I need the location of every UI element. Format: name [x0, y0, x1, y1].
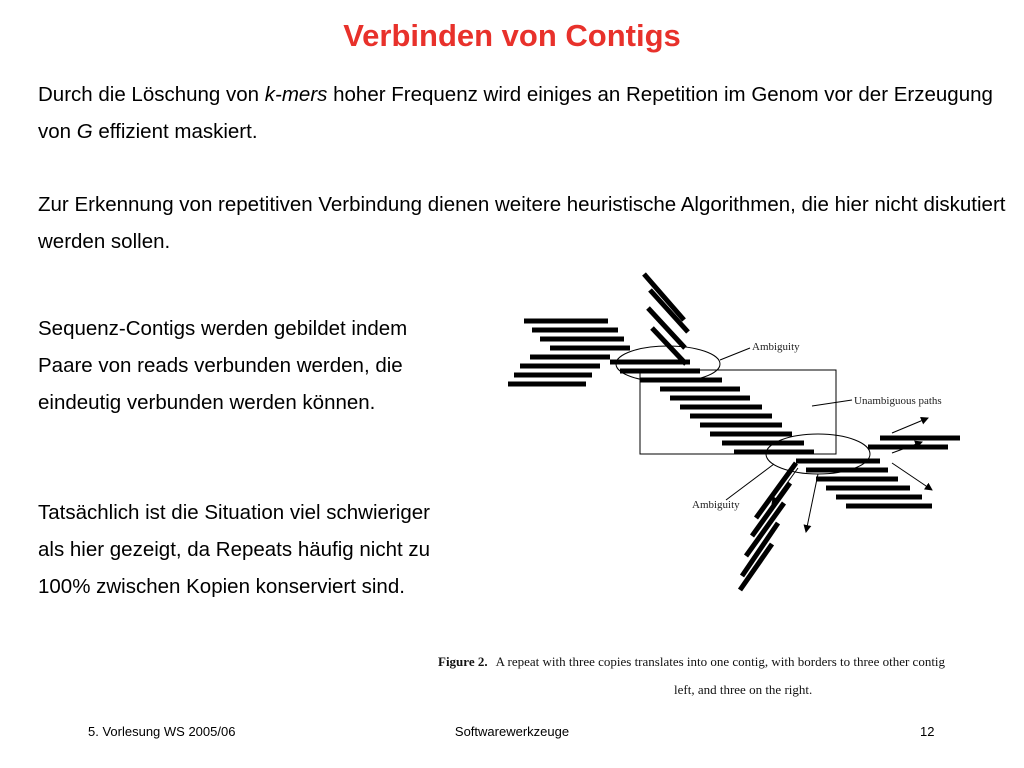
- unambiguous-paths-label: Unambiguous paths: [854, 395, 942, 407]
- paragraph-kmers: [38, 76, 998, 150]
- caption-figure-label: Figure 2.: [438, 654, 488, 669]
- unambiguous-arrow-1: [892, 418, 928, 433]
- paragraph-kmers-part1: Durch die Löschung von: [38, 83, 265, 106]
- right-reads: [796, 438, 960, 506]
- unambiguous-arrow-4: [806, 474, 818, 532]
- left-reads: [508, 321, 630, 384]
- repeat-contig-figure: [500, 268, 980, 608]
- graph-g-term: G: [76, 120, 93, 143]
- caption-text-1: A repeat with three copies translates into one contig, with borders to three other contig: [495, 654, 946, 669]
- caption-line-2: left, and three on the right.: [674, 682, 813, 697]
- footer-lecture: 5. Vorlesung WS 2005/06: [88, 724, 236, 739]
- paragraph-repeats: Tatsächlich ist die Situation viel schwieriger als hier gezeigt, da Repeats häufig nicht zu 100% zwischen Kopien konserviert sind.: [38, 501, 431, 598]
- kmers-term: k-mers: [264, 83, 328, 106]
- figure-caption: [438, 654, 1024, 700]
- repeat-reads: [610, 362, 814, 452]
- paragraph-kmers-part3: effizient maskiert.: [92, 120, 258, 143]
- unambiguous-pointer-left: [812, 400, 852, 406]
- paragraph-contigs: Sequenz-Contigs werden gebildet indem Paare von reads verbunden werden, die eindeutig verbunden werden können.: [38, 317, 408, 414]
- slide-title: Verbinden von Contigs: [343, 18, 681, 53]
- paragraph-heuristics: Zur Erkennung von repetitiven Verbindung dienen weitere heuristische Algorithmen, die hier nicht diskutiert werden sollen.: [38, 193, 1006, 253]
- ambiguity-pointer-top: [720, 348, 750, 360]
- ambiguity-label-top: Ambiguity: [752, 341, 800, 353]
- ambiguity-pointer-bottom: [726, 464, 774, 500]
- footer-page-number: 12: [920, 724, 935, 739]
- paragraph-kmers-part2: hoher Frequenz wird einiges an Repetition im Genom vor der Erzeugung von: [38, 83, 993, 143]
- footer-course: Softwarewerkzeuge: [454, 724, 570, 739]
- unambiguous-arrow-5: [772, 468, 798, 504]
- caption-line-1: [438, 654, 945, 670]
- ambiguity-label-bottom: Ambiguity: [692, 499, 740, 511]
- top-diagonal-reads: [644, 274, 688, 364]
